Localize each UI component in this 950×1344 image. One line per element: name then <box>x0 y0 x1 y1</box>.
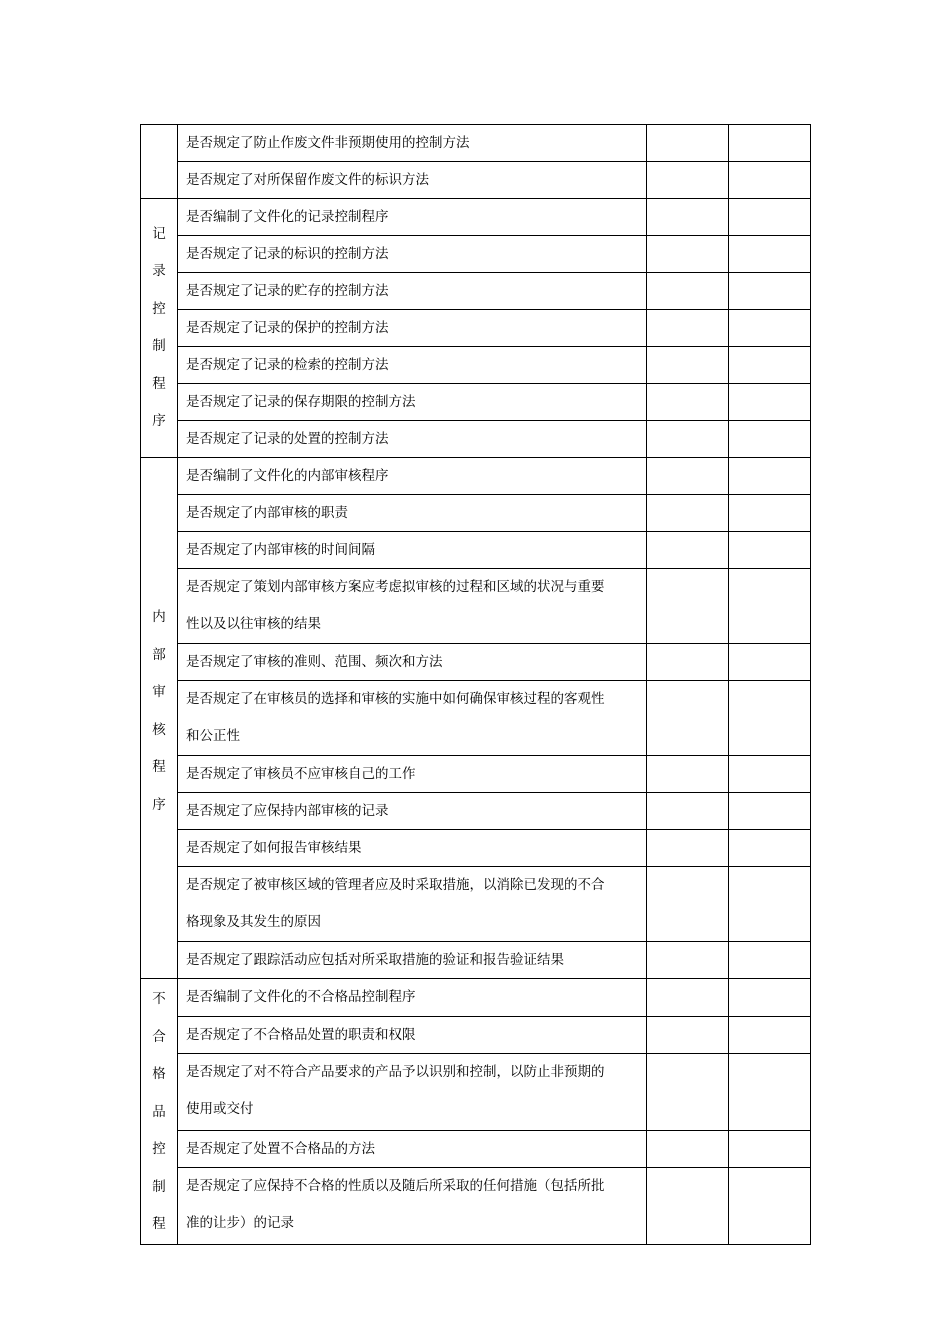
category-char: 制 <box>152 1178 166 1195</box>
checklist-row <box>141 1016 811 1054</box>
question-text-line: 是否规定了记录的保存期限的控制方法 <box>186 394 416 410</box>
category-char: 不 <box>152 991 166 1007</box>
question-cell <box>178 421 647 458</box>
checklist-row <box>141 867 811 942</box>
question-cell <box>178 236 647 273</box>
remark-cell[interactable] <box>729 162 811 199</box>
category-char: 制 <box>152 338 166 354</box>
checklist-row <box>141 347 811 384</box>
checklist-body <box>141 125 811 1245</box>
checklist-row <box>141 569 811 644</box>
section-category-label <box>141 125 177 127</box>
category-char: 程 <box>152 759 166 775</box>
question-text-line: 是否规定了记录的贮存的控制方法 <box>186 283 389 299</box>
category-char: 程 <box>152 1216 166 1232</box>
question-text-line: 是否规定了在审核员的选择和审核的实施中如何确保审核过程的客观性 <box>186 691 605 707</box>
question-text-line: 是否规定了不合格品处置的职责和权限 <box>186 1026 416 1043</box>
remark-cell[interactable] <box>729 867 811 942</box>
question-cell <box>178 495 647 532</box>
result-cell[interactable] <box>647 532 729 569</box>
question-cell <box>178 458 647 495</box>
checklist-row <box>141 495 811 532</box>
result-cell[interactable] <box>647 979 729 1017</box>
checklist-row <box>141 458 811 495</box>
checklist-row <box>141 310 811 347</box>
result-cell[interactable] <box>647 273 729 310</box>
question-text-line: 是否规定了审核的准则、范围、频次和方法 <box>186 654 443 670</box>
question-cell <box>178 1016 647 1054</box>
checklist-row <box>141 942 811 979</box>
result-cell[interactable] <box>647 830 729 867</box>
remark-cell[interactable] <box>729 495 811 532</box>
checklist-row <box>141 532 811 569</box>
question-text-line: 性以及以往审核的结果 <box>186 616 321 632</box>
checklist-row <box>141 979 811 1017</box>
question-cell <box>178 644 647 681</box>
question-cell <box>178 1054 647 1130</box>
question-text-line: 是否编制了文件化的不合格品控制程序 <box>186 989 416 1005</box>
result-cell[interactable] <box>647 1168 729 1244</box>
question-cell <box>178 273 647 310</box>
result-cell[interactable] <box>647 310 729 347</box>
result-cell[interactable] <box>647 384 729 421</box>
question-text-line: 是否规定了防止作废文件非预期使用的控制方法 <box>186 135 470 151</box>
question-cell <box>178 867 647 942</box>
checklist-row <box>141 1168 811 1244</box>
category-char: 合 <box>152 1028 166 1045</box>
remark-cell[interactable] <box>729 1130 811 1168</box>
remark-cell[interactable] <box>729 347 811 384</box>
remark-cell[interactable] <box>729 273 811 310</box>
question-text-line: 是否规定了内部审核的职责 <box>186 505 348 521</box>
remark-cell[interactable] <box>729 532 811 569</box>
question-text-line: 是否规定了应保持不合格的性质以及随后所采取的任何措施（包括所批 <box>186 1178 605 1195</box>
question-text-line: 是否规定了对不符合产品要求的产品予以识别和控制，以防止非预期的 <box>186 1064 605 1081</box>
result-cell[interactable] <box>647 867 729 942</box>
remark-cell[interactable] <box>729 942 811 979</box>
result-cell[interactable] <box>647 125 729 162</box>
question-cell <box>178 199 647 236</box>
question-text-line: 是否编制了文件化的内部审核程序 <box>186 468 389 484</box>
category-char: 控 <box>152 1141 166 1157</box>
question-cell <box>178 979 647 1017</box>
result-cell[interactable] <box>647 421 729 458</box>
section-category-cell <box>141 979 178 1245</box>
checklist-row <box>141 199 811 236</box>
category-char: 序 <box>152 796 166 813</box>
result-cell[interactable] <box>647 942 729 979</box>
category-char: 品 <box>152 1103 166 1120</box>
category-char: 部 <box>152 646 166 663</box>
remark-cell[interactable] <box>729 125 811 162</box>
remark-cell[interactable] <box>729 1016 811 1054</box>
result-cell[interactable] <box>647 1130 729 1168</box>
checklist-row <box>141 162 811 199</box>
checklist-row <box>141 681 811 756</box>
result-cell[interactable] <box>647 1054 729 1130</box>
checklist-row <box>141 273 811 310</box>
checklist-row <box>141 125 811 162</box>
remark-cell[interactable] <box>729 458 811 495</box>
category-char: 核 <box>152 721 166 738</box>
category-char: 序 <box>152 413 166 429</box>
question-cell <box>178 1130 647 1168</box>
question-cell <box>178 125 647 162</box>
remark-cell[interactable] <box>729 310 811 347</box>
question-text-line: 是否规定了跟踪活动应包括对所采取措施的验证和报告验证结果 <box>186 952 564 968</box>
result-cell[interactable] <box>647 162 729 199</box>
result-cell[interactable] <box>647 793 729 830</box>
remark-cell[interactable] <box>729 681 811 756</box>
checklist-row <box>141 644 811 681</box>
result-cell[interactable] <box>647 236 729 273</box>
question-text-line: 是否规定了内部审核的时间间隔 <box>186 542 375 558</box>
question-cell <box>178 942 647 979</box>
question-text-line: 是否规定了被审核区域的管理者应及时采取措施，以消除已发现的不合 <box>186 877 605 893</box>
question-text-line: 格现象及其发生的原因 <box>186 914 321 930</box>
result-cell[interactable] <box>647 569 729 644</box>
section-category-label <box>141 979 177 1244</box>
result-cell[interactable] <box>647 756 729 793</box>
checklist-row <box>141 1130 811 1168</box>
section-category-label <box>141 216 177 441</box>
question-text-line: 是否规定了处置不合格品的方法 <box>186 1140 375 1157</box>
remark-cell[interactable] <box>729 979 811 1017</box>
question-text-line: 是否编制了文件化的记录控制程序 <box>186 209 389 225</box>
question-cell <box>178 384 647 421</box>
question-text-line: 准的让步）的记录 <box>186 1215 294 1232</box>
category-char: 格 <box>152 1066 166 1082</box>
category-char: 控 <box>152 300 166 317</box>
question-text-line: 和公正性 <box>186 728 240 744</box>
question-text-line: 是否规定了审核员不应审核自己的工作 <box>186 766 416 782</box>
result-cell[interactable] <box>647 495 729 532</box>
checklist-row <box>141 384 811 421</box>
question-text-line: 是否规定了对所保留作废文件的标识方法 <box>186 172 429 188</box>
checklist-row <box>141 793 811 830</box>
section-category-cell <box>141 458 178 979</box>
question-cell <box>178 830 647 867</box>
remark-cell[interactable] <box>729 384 811 421</box>
question-text-line: 使用或交付 <box>186 1101 254 1118</box>
result-cell[interactable] <box>647 681 729 756</box>
remark-cell[interactable] <box>729 421 811 458</box>
remark-cell[interactable] <box>729 830 811 867</box>
remark-cell[interactable] <box>729 1168 811 1244</box>
remark-cell[interactable] <box>729 569 811 644</box>
question-text-line: 是否规定了记录的标识的控制方法 <box>186 246 389 262</box>
question-cell <box>178 347 647 384</box>
result-cell[interactable] <box>647 458 729 495</box>
audit-checklist-table <box>140 124 811 1245</box>
category-char: 记 <box>152 225 166 242</box>
question-text-line: 是否规定了如何报告审核结果 <box>186 840 362 856</box>
question-text-line: 是否规定了记录的检索的控制方法 <box>186 357 389 373</box>
category-char: 程 <box>152 375 166 392</box>
question-cell <box>178 310 647 347</box>
question-cell <box>178 793 647 830</box>
section-category-label <box>141 458 177 824</box>
section-category-cell <box>141 125 178 199</box>
result-cell[interactable] <box>647 347 729 384</box>
category-char: 内 <box>152 609 166 625</box>
category-char: 审 <box>152 684 166 700</box>
checklist-row <box>141 421 811 458</box>
question-cell <box>178 756 647 793</box>
checklist-row <box>141 1054 811 1130</box>
question-text-line: 是否规定了应保持内部审核的记录 <box>186 803 389 819</box>
remark-cell[interactable] <box>729 644 811 681</box>
remark-cell[interactable] <box>729 199 811 236</box>
question-cell <box>178 162 647 199</box>
result-cell[interactable] <box>647 199 729 236</box>
category-char: 录 <box>152 263 166 279</box>
checklist-row <box>141 756 811 793</box>
question-text-line: 是否规定了记录的保护的控制方法 <box>186 320 389 336</box>
remark-cell[interactable] <box>729 236 811 273</box>
question-cell <box>178 681 647 756</box>
question-cell <box>178 532 647 569</box>
question-cell <box>178 569 647 644</box>
remark-cell[interactable] <box>729 793 811 830</box>
section-category-cell <box>141 199 178 458</box>
remark-cell[interactable] <box>729 756 811 793</box>
result-cell[interactable] <box>647 644 729 681</box>
checklist-row <box>141 830 811 867</box>
question-text-line: 是否规定了策划内部审核方案应考虑拟审核的过程和区域的状况与重要 <box>186 579 605 595</box>
question-text-line: 是否规定了记录的处置的控制方法 <box>186 431 389 447</box>
checklist-row <box>141 236 811 273</box>
question-cell <box>178 1168 647 1244</box>
remark-cell[interactable] <box>729 1054 811 1130</box>
result-cell[interactable] <box>647 1016 729 1054</box>
